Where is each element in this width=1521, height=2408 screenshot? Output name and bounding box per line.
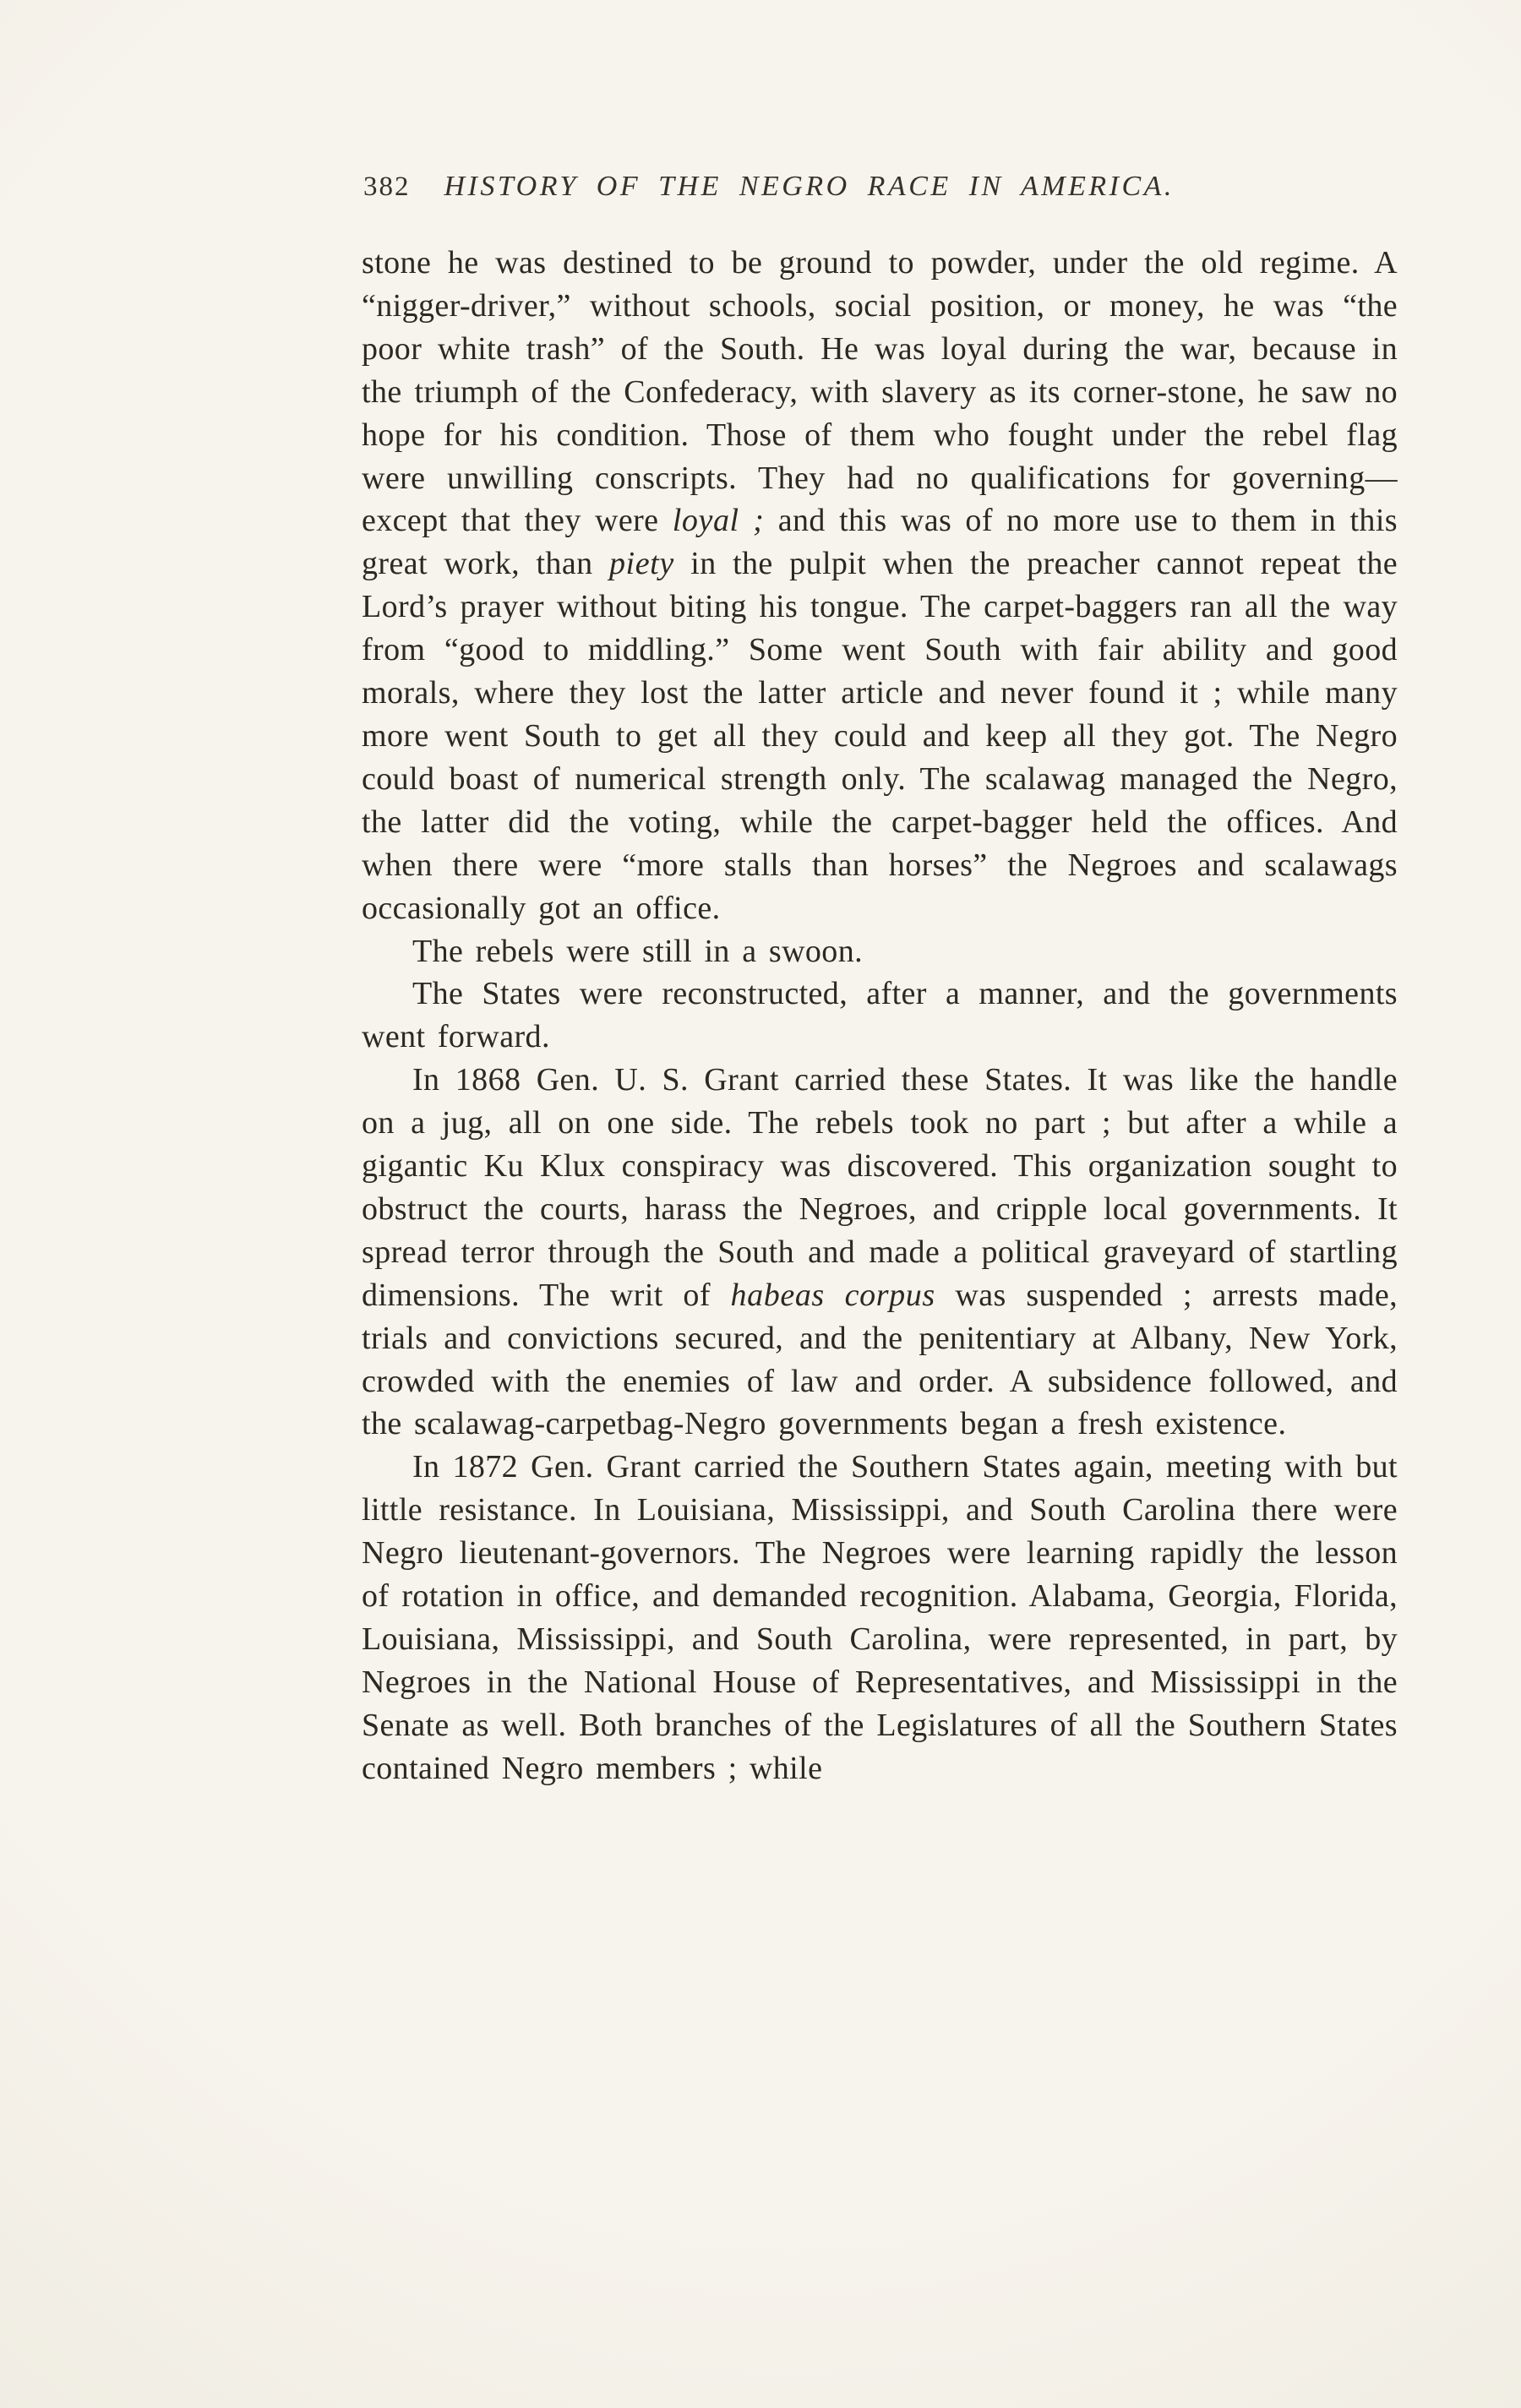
paragraph (362, 972, 1398, 1059)
text-segment: The rebels were still in a swoon. (412, 933, 864, 969)
running-header-title: HISTORY OF THE NEGRO RACE IN AMERICA. (444, 171, 1175, 202)
text-segment: In 1868 Gen. U. S. Grant carried these States. It was like the handle on a jug, all on one side. The rebels took no part ; but after a while a gigantic Ku Klux conspiracy was discovered. This organization sought to obstruct the courts, harass the Negroes, and cripple local governments. It spread terror through the South and made a political graveyard of startling dimensions. The writ of (362, 1062, 1398, 1313)
running-header (363, 171, 1399, 203)
text-segment: was suspended ; arrests made, trials and convictions secured, and the penitentiary at Albany, New York, crowded with the enemies of law and order. A subsidence followed, and the scalawag-carpetbag-Negro governments began a fresh existence. (362, 1277, 1398, 1442)
paragraph (362, 1059, 1398, 1446)
italic-text: loyal ; (672, 503, 765, 539)
italic-text: piety (608, 546, 674, 582)
paragraph (362, 1446, 1398, 1790)
italic-text: habeas corpus (730, 1277, 935, 1313)
text-segment: in the pulpit when the preacher cannot repeat the Lord’s prayer without biting his tongue. The carpet-baggers ran all the way from “good to middling.” Some went South with fair ability and good morals, where they lost the latter article and never found it ; while many more went South to get all they could and keep all they got. The Negro could boast of numerical strength only. The scalawag managed the Negro, the latter did the voting, while the carpet-bagger held the offices. And when there were “more stalls than horses” the Negroes and scalawags occasionally got an office. (362, 546, 1398, 926)
text-segment: The States were reconstructed, after a manner, and the governments went forward. (362, 976, 1398, 1055)
text-segment: stone he was destined to be ground to powder, under the old regime. A “nigger-driver,” without schools, social position, or money, he was “the poor white trash” of the South. He was loyal during the war, because in the triumph of the Confederacy, with slavery as its corner-stone, he saw no hope for his condition. Those of them who fought under the rebel flag were unwilling conscripts. They had no qualifications for governing—except that they were (362, 245, 1398, 539)
text-segment: and this was of no more use to them in this great work, than (362, 503, 1398, 582)
body-text (362, 242, 1398, 1790)
paragraph (362, 242, 1398, 930)
paragraph (362, 930, 1398, 973)
page-number: 382 (363, 172, 411, 202)
text-segment: In 1872 Gen. Grant carried the Southern States again, meeting with but little resistance. In Louisiana, Mississippi, and South Carolina there were Negro lieutenant-governors. The Negroes were learning rapidly the lesson of rotation in office, and demanded recognition. Alabama, Georgia, Florida, Louisiana, Mississippi, and South Carolina, were represented, in part, by Negroes in the National House of Representatives, and Mississippi in the Senate as well. Both branches of the Legislatures of all the Southern States contained Negro members ; while (362, 1449, 1398, 1786)
